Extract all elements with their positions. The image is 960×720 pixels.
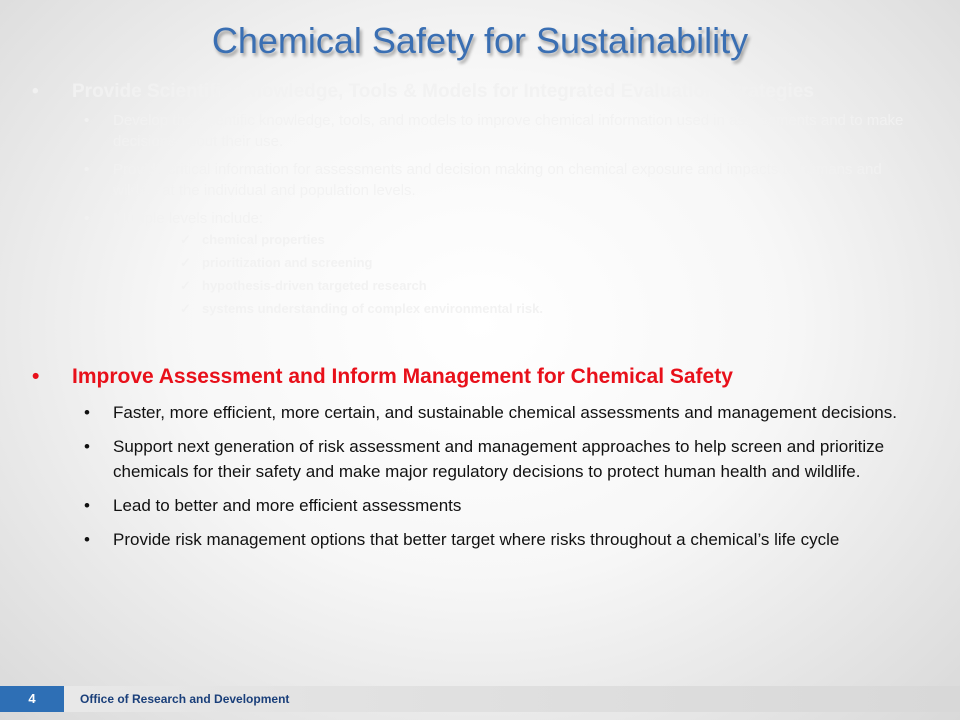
bullet-icon: •	[84, 403, 90, 422]
bullet-icon: •	[84, 530, 90, 549]
faded-item-text: Develop the scientific knowledge, tools, and models to improve chemical information used in assessments and to make decisions about their use.	[113, 112, 904, 150]
footer-office: Office of Research and Development	[80, 692, 290, 706]
check-item-text: systems understanding of complex environmental risk.	[202, 301, 543, 316]
main-heading-text: Improve Assessment and Inform Management for Chemical Safety	[72, 365, 733, 388]
bullet-icon: •	[84, 437, 90, 456]
main-item-text: Support next generation of risk assessment and management approaches to help screen and prioritize chemicals for their safety and make major regulatory decisions to protect human health and wildlife.	[113, 437, 885, 481]
faded-check-list	[32, 232, 912, 317]
checkmark-icon: ✓	[180, 232, 191, 247]
check-item-text: hypothesis-driven targeted research	[202, 278, 427, 293]
main-list-item	[32, 434, 918, 484]
checkmark-icon: ✓	[180, 301, 191, 316]
faded-list	[32, 110, 912, 229]
bullet-icon: •	[32, 365, 40, 388]
checkmark-icon: ✓	[180, 255, 191, 270]
faded-heading	[32, 80, 912, 104]
main-list-item	[32, 400, 918, 425]
check-item-text: chemical properties	[202, 232, 325, 247]
faded-heading-text: Provide Scientific Knowledge, Tools & Models for Integrated Evaluation Strategies	[72, 81, 814, 102]
page-number: 4	[0, 686, 64, 712]
faded-item-text: Provide critical information for assessments and decision making on chemical exposure and impacts to humans and wildlife at the individual and population levels.	[113, 161, 882, 199]
check-list-item	[32, 278, 912, 294]
bullet-icon: •	[84, 496, 90, 515]
faded-section	[32, 80, 912, 324]
faded-item-text: Multiple levels include:	[113, 210, 264, 227]
faded-list-item	[32, 208, 912, 229]
bullet-icon: •	[84, 112, 90, 129]
main-list	[32, 400, 932, 552]
main-item-text: Lead to better and more efficient assessments	[113, 496, 462, 515]
bullet-icon: •	[84, 210, 90, 227]
faded-list-item	[32, 110, 912, 152]
bullet-icon: •	[84, 161, 90, 178]
check-list-item	[32, 255, 912, 271]
checkmark-icon: ✓	[180, 278, 191, 293]
faded-list-item	[32, 159, 912, 201]
main-section	[32, 362, 932, 561]
main-item-text: Faster, more efficient, more certain, and sustainable chemical assessments and management decisions.	[113, 403, 897, 422]
check-item-text: prioritization and screening	[202, 255, 373, 270]
main-item-text: Provide risk management options that better target where risks throughout a chemical’s life cycle	[113, 530, 840, 549]
check-list-item	[32, 301, 912, 317]
main-list-item	[32, 493, 918, 518]
bullet-icon: •	[32, 81, 39, 102]
main-list-item	[32, 527, 918, 552]
check-list-item	[32, 232, 912, 248]
slide-title: Chemical Safety for Sustainability	[211, 20, 749, 61]
main-heading	[32, 362, 932, 392]
